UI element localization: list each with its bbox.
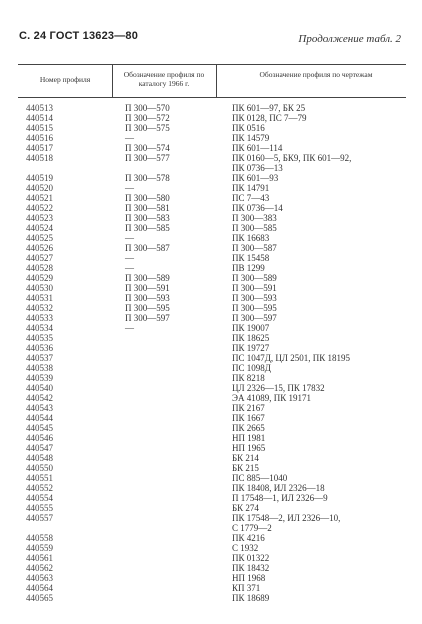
- drawing-designation-cell: П 300—587: [232, 243, 277, 253]
- profile-number-cell: 440536: [26, 343, 53, 353]
- profile-number-cell: 440534: [26, 323, 53, 333]
- catalog-designation-cell: П 300—597: [125, 313, 170, 323]
- table-row: [0, 483, 422, 493]
- profile-number-cell: 440543: [26, 403, 53, 413]
- profile-number-cell: 440533: [26, 313, 53, 323]
- catalog-designation-cell: П 300—589: [125, 273, 170, 283]
- drawing-designation-cell: ПК 601—93: [232, 173, 279, 183]
- profile-number-cell: 440557: [26, 513, 53, 523]
- table-row: [0, 423, 422, 433]
- drawing-designation-cell: ПК 601—114: [232, 143, 283, 153]
- catalog-designation-cell: П 300—570: [125, 103, 170, 113]
- table-row: [0, 563, 422, 573]
- table-row: [0, 263, 422, 273]
- profile-number-cell: 440558: [26, 533, 53, 543]
- page-header-left: С. 24 ГОСТ 13623—80: [19, 30, 139, 42]
- column-divider-2: [216, 64, 217, 97]
- catalog-designation-cell: П 300—580: [125, 193, 170, 203]
- table-header-bottom-border: [18, 97, 406, 98]
- table-row: [0, 583, 422, 593]
- drawing-designation-cell: ПК 0160—5, БК9, ПК 601—92,: [232, 153, 352, 163]
- drawing-designation-cell: ПК 17548—2, ИЛ 2326—10,: [232, 513, 341, 523]
- profile-number-cell: 440520: [26, 183, 53, 193]
- profile-number-cell: 440538: [26, 363, 53, 373]
- table-row: [0, 463, 422, 473]
- table-row: [0, 353, 422, 363]
- profile-number-cell: 440540: [26, 383, 53, 393]
- profile-number-cell: 440551: [26, 473, 53, 483]
- table-row: [0, 313, 422, 323]
- table-row: [0, 233, 422, 243]
- table-row: [0, 543, 422, 553]
- table-row: [0, 143, 422, 153]
- drawing-designation-cell: ПК 14579: [232, 133, 270, 143]
- table-row: [0, 433, 422, 443]
- catalog-designation-cell: —: [125, 263, 134, 273]
- table-row: [0, 213, 422, 223]
- drawing-designation-cell: НП 1965: [232, 443, 266, 453]
- drawing-designation-cell: С 1932: [232, 543, 259, 553]
- profile-number-cell: 440559: [26, 543, 53, 553]
- drawing-designation-cell: БК 215: [232, 463, 259, 473]
- drawing-designation-cell: ПК 4216: [232, 533, 265, 543]
- profile-number-cell: 440515: [26, 123, 53, 133]
- table-row: [0, 223, 422, 233]
- drawing-designation-cell: ПК 15458: [232, 253, 270, 263]
- drawing-designation-cell: П 300—383: [232, 213, 277, 223]
- profile-number-cell: 440517: [26, 143, 53, 153]
- catalog-designation-cell: П 300—575: [125, 123, 170, 133]
- table-row: [0, 303, 422, 313]
- table-row: [0, 193, 422, 203]
- profile-number-cell: 440545: [26, 423, 53, 433]
- table-continuation-caption: Продолжение табл. 2: [298, 33, 401, 45]
- profile-number-cell: 440548: [26, 453, 53, 463]
- profile-number-cell: 440526: [26, 243, 53, 253]
- drawing-designation-cell: ПК 16683: [232, 233, 270, 243]
- profile-number-cell: 440522: [26, 203, 53, 213]
- profile-number-cell: 440562: [26, 563, 53, 573]
- profile-number-cell: 440563: [26, 573, 53, 583]
- drawing-designation-cell: ПС 7—43: [232, 193, 270, 203]
- drawing-designation-cell: ПК 0736—14: [232, 203, 283, 213]
- table-row: [0, 493, 422, 503]
- profile-number-cell: 440555: [26, 503, 53, 513]
- profile-number-cell: 440516: [26, 133, 53, 143]
- catalog-designation-cell: —: [125, 323, 134, 333]
- profile-number-cell: 440531: [26, 293, 53, 303]
- table-row: [0, 513, 422, 523]
- profile-number-cell: 440554: [26, 493, 53, 503]
- profile-number-cell: 440561: [26, 553, 53, 563]
- profile-number-cell: 440513: [26, 103, 53, 113]
- drawing-designation-cell: ПК 01322: [232, 553, 270, 563]
- profile-number-cell: 440518: [26, 153, 53, 163]
- profile-number-cell: 440539: [26, 373, 53, 383]
- catalog-designation-cell: П 300—577: [125, 153, 170, 163]
- table-row: [0, 593, 422, 603]
- profile-number-cell: 440525: [26, 233, 53, 243]
- drawing-designation-cell: ПК 18408, ИЛ 2326—18: [232, 483, 325, 493]
- table-row: [0, 283, 422, 293]
- profile-number-cell: 440542: [26, 393, 53, 403]
- catalog-designation-cell: П 300—581: [125, 203, 170, 213]
- profile-number-cell: 440521: [26, 193, 53, 203]
- table-row: [0, 413, 422, 423]
- drawing-designation-cell: ПК 18625: [232, 333, 270, 343]
- table-row: [0, 293, 422, 303]
- drawing-designation-cell: П 300—593: [232, 293, 277, 303]
- drawing-designation-cell: П 300—591: [232, 283, 277, 293]
- profile-number-cell: 440532: [26, 303, 53, 313]
- drawing-designation-cell: П 300—585: [232, 223, 277, 233]
- profile-number-cell: 440524: [26, 223, 53, 233]
- table-row: [0, 443, 422, 453]
- table-row: [0, 243, 422, 253]
- table-row: [0, 103, 422, 113]
- table-row: [0, 373, 422, 383]
- profile-number-cell: 440535: [26, 333, 53, 343]
- drawing-designation-cell: ПК 14791: [232, 183, 270, 193]
- profile-number-cell: 440519: [26, 173, 53, 183]
- profile-number-cell: 440514: [26, 113, 53, 123]
- table-row: [0, 183, 422, 193]
- drawing-designation-cell: ПС 1098Д: [232, 363, 271, 373]
- catalog-designation-cell: —: [125, 183, 134, 193]
- profile-number-cell: 440527: [26, 253, 53, 263]
- table-row: [0, 383, 422, 393]
- drawing-designation-cell: П 17548—1, ИЛ 2326—9: [232, 493, 328, 503]
- table-row: [0, 453, 422, 463]
- drawing-designation-cell: БК 274: [232, 503, 259, 513]
- drawing-designation-cell: БК 214: [232, 453, 259, 463]
- drawing-designation-cell: С 1779—2: [232, 523, 272, 533]
- drawing-designation-cell: ПК 8218: [232, 373, 265, 383]
- drawing-designation-cell: ПК 0516: [232, 123, 265, 133]
- drawing-designation-cell: ЭА 41089, ПК 19171: [232, 393, 311, 403]
- table-row: [0, 403, 422, 413]
- drawing-designation-cell: НП 1981: [232, 433, 266, 443]
- profile-number-cell: 440550: [26, 463, 53, 473]
- catalog-designation-cell: П 300—591: [125, 283, 170, 293]
- catalog-designation-cell: П 300—572: [125, 113, 170, 123]
- table-row: [0, 573, 422, 583]
- table-row: [0, 203, 422, 213]
- column-header-catalog-designation: Обозначение профиля по каталогу 1966 г.: [123, 70, 205, 88]
- catalog-designation-cell: —: [125, 253, 134, 263]
- table-row: [0, 363, 422, 373]
- profile-number-cell: 440528: [26, 263, 53, 273]
- table-row: [0, 473, 422, 483]
- drawing-designation-cell: ПВ 1299: [232, 263, 265, 273]
- table-row: [0, 253, 422, 263]
- catalog-designation-cell: П 300—574: [125, 143, 170, 153]
- table-row: [0, 343, 422, 353]
- table-row: [0, 333, 422, 343]
- profile-number-cell: 440530: [26, 283, 53, 293]
- catalog-designation-cell: П 300—585: [125, 223, 170, 233]
- profile-number-cell: 440565: [26, 593, 53, 603]
- table-row: [0, 503, 422, 513]
- table-row: [0, 163, 422, 173]
- drawing-designation-cell: ПК 1667: [232, 413, 265, 423]
- drawing-designation-cell: ПК 2665: [232, 423, 265, 433]
- profile-number-cell: 440544: [26, 413, 53, 423]
- table-row: [0, 133, 422, 143]
- catalog-designation-cell: П 300—593: [125, 293, 170, 303]
- table-row: [0, 323, 422, 333]
- table-row: [0, 393, 422, 403]
- profile-number-cell: 440547: [26, 443, 53, 453]
- drawing-designation-cell: ПК 601—97, БК 25: [232, 103, 306, 113]
- profile-number-cell: 440552: [26, 483, 53, 493]
- drawing-designation-cell: П 300—589: [232, 273, 277, 283]
- drawing-designation-cell: ПК 0736—13: [232, 163, 283, 173]
- drawing-designation-cell: ПК 19007: [232, 323, 270, 333]
- profile-number-cell: 440523: [26, 213, 53, 223]
- catalog-designation-cell: П 300—578: [125, 173, 170, 183]
- table-row: [0, 123, 422, 133]
- drawing-designation-cell: ЦЛ 2326—15, ПК 17832: [232, 383, 325, 393]
- drawing-designation-cell: ПК 18432: [232, 563, 270, 573]
- drawing-designation-cell: П 300—597: [232, 313, 277, 323]
- catalog-designation-cell: П 300—595: [125, 303, 170, 313]
- drawing-designation-cell: НП 1968: [232, 573, 266, 583]
- profile-number-cell: 440537: [26, 353, 53, 363]
- profile-number-cell: 440546: [26, 433, 53, 443]
- drawing-designation-cell: ПК 18689: [232, 593, 270, 603]
- profile-number-cell: 440529: [26, 273, 53, 283]
- drawing-designation-cell: ПК 2167: [232, 403, 265, 413]
- table-row: [0, 153, 422, 163]
- table-row: [0, 273, 422, 283]
- drawing-designation-cell: ПК 19727: [232, 343, 270, 353]
- drawing-designation-cell: КП 371: [232, 583, 261, 593]
- drawing-designation-cell: ПС 1047Д, ЦЛ 2501, ПК 18195: [232, 353, 350, 363]
- table-row: [0, 533, 422, 543]
- table-row: [0, 523, 422, 533]
- column-header-drawing-designation: Обозначение профиля по чертежам: [259, 70, 373, 79]
- drawing-designation-cell: П 300—595: [232, 303, 277, 313]
- drawing-designation-cell: ПК 0128, ПС 7—79: [232, 113, 307, 123]
- drawing-designation-cell: ПС 885—1040: [232, 473, 288, 483]
- catalog-designation-cell: —: [125, 133, 134, 143]
- table-row: [0, 173, 422, 183]
- column-header-profile-number: Номер профиля: [39, 75, 91, 84]
- table-row: [0, 113, 422, 123]
- table-row: [0, 553, 422, 563]
- table-top-border: [18, 64, 406, 65]
- catalog-designation-cell: —: [125, 233, 134, 243]
- profile-number-cell: 440564: [26, 583, 53, 593]
- catalog-designation-cell: П 300—583: [125, 213, 170, 223]
- catalog-designation-cell: П 300—587: [125, 243, 170, 253]
